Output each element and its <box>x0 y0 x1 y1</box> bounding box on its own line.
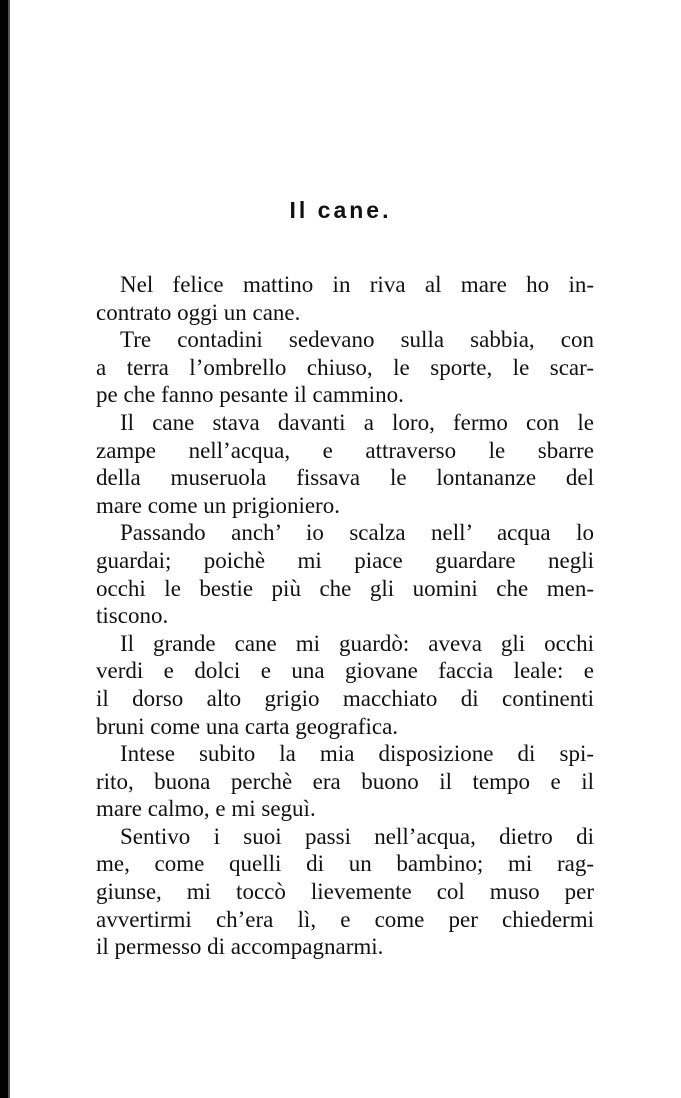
text-line: Il grande cane mi guardò: aveva gli occhi <box>120 630 594 656</box>
text-line: bruni come una carta geografica. <box>96 713 399 739</box>
text-line: Il cane stava davanti a loro, fermo con le <box>120 409 594 435</box>
text-line: mare come un prigioniero. <box>96 492 340 518</box>
text-line: a terra l’ombrello chiuso, le sporte, le scar- <box>96 354 594 380</box>
text-line: verdi e dolci e una giovane faccia leale: e <box>96 658 594 684</box>
text-line: il dorso alto grigio macchiato di continenti <box>96 685 594 711</box>
text-line: avvertirmi ch’era lì, e come per chiedermi <box>96 906 594 932</box>
text-line: il permesso di accompagnarmi. <box>96 934 384 960</box>
page-edge-shadow <box>8 0 10 1098</box>
text-line: tiscono. <box>96 603 169 629</box>
chapter-title: Il cane. <box>289 197 392 223</box>
text-line: guardai; poichè mi piace guardare negli <box>96 547 594 573</box>
text-line: me, come quelli di un bambino; mi rag- <box>96 851 594 877</box>
text-line: Tre contadini sedevano sulla sabbia, con <box>120 327 594 353</box>
page-edge <box>0 0 8 1098</box>
text-line: pe che fanno pesante il cammino. <box>96 382 404 408</box>
text-line: giunse, mi toccò lievemente col muso per <box>96 879 594 905</box>
text-line: zampe nell’acqua, e attraverso le sbarre <box>96 437 594 463</box>
body-text <box>96 271 594 961</box>
text-line: della museruola fissava le lontananze del <box>96 465 594 491</box>
text-line: rito, buona perchè era buono il tempo e il <box>96 768 594 794</box>
text-line: occhi le bestie più che gli uomini che men- <box>96 575 594 601</box>
text-line: Passando anch’ io scalza nell’ acqua lo <box>120 520 594 546</box>
text-line: Intese subito la mia disposizione di spi- <box>120 741 594 767</box>
text-line: Sentivo i suoi passi nell’acqua, dietro di <box>120 823 594 849</box>
text-line: contrato oggi un cane. <box>96 299 301 325</box>
text-line: mare calmo, e mi seguì. <box>96 796 316 822</box>
text-line: Nel felice mattino in riva al mare ho in- <box>120 272 594 297</box>
